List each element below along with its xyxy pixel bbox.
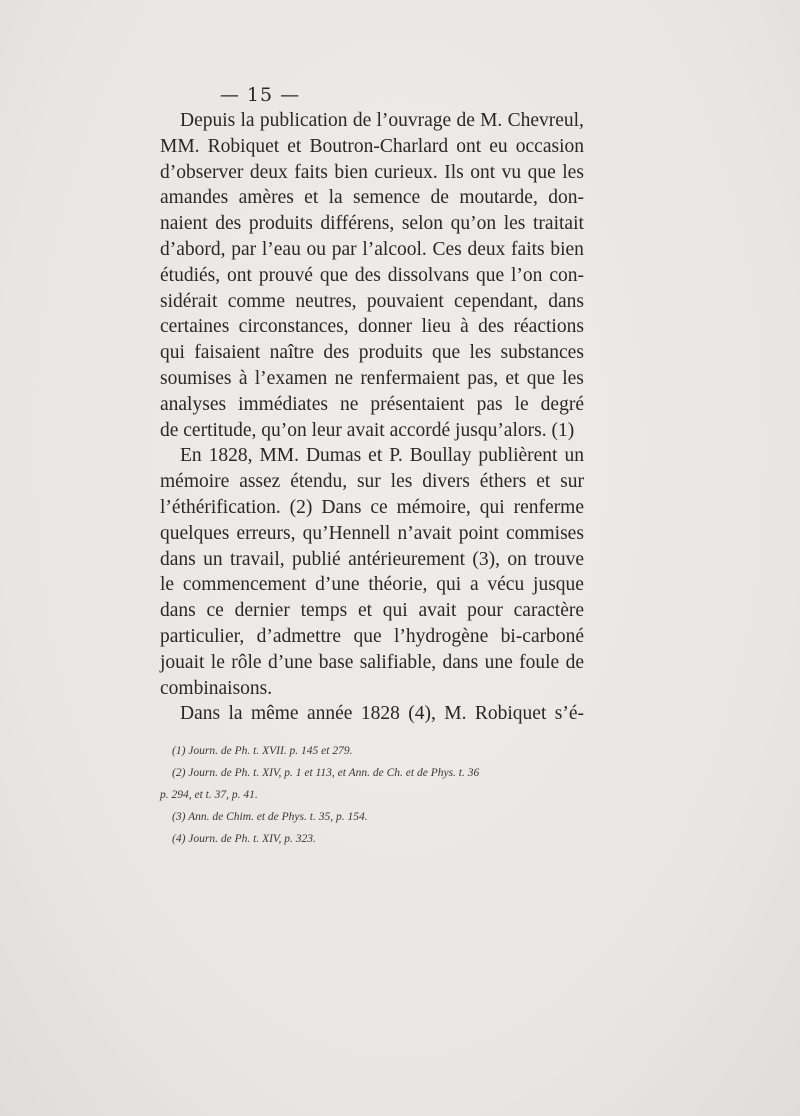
text-line: qui faisaient naître des produits que les substances (160, 342, 584, 364)
text-line: mémoire assez étendu, sur les divers éthers et sur (160, 471, 584, 493)
text-line: En 1828, MM. Dumas et P. Boullay publièrent un (180, 445, 584, 467)
text-line: quelques erreurs, qu’Hennell n’avait point commises (160, 522, 584, 544)
body-text (160, 108, 584, 727)
text-line: sidérait comme neutres, pouvaient cependant, dans (160, 290, 584, 312)
text-line: analyses immédiates ne présentaient pas le degré (160, 393, 584, 415)
text-line: particulier, d’admettre que l’hydrogène bi-carboné (160, 625, 584, 647)
footnotes (160, 740, 632, 850)
footnote: p. 294, et t. 37, p. 41. (160, 789, 258, 801)
footnote: (3) Ann. de Chim. et de Phys. t. 35, p. 154. (172, 811, 368, 823)
text-line: le commencement d’une théorie, qui a vécu jusque (160, 574, 584, 596)
text-line: étudiés, ont prouvé que des dissolvans que l’on con- (160, 264, 584, 286)
text-line: Depuis la publication de l’ouvrage de M. Chevreul, (180, 110, 584, 131)
footnote: (1) Journ. de Ph. t. XVII. p. 145 et 279. (172, 745, 353, 757)
text-line: soumises à l’examen ne renfermaient pas, et que les (160, 367, 584, 389)
text-line: MM. Robiquet et Boutron-Charlard ont eu occasion (160, 135, 584, 157)
text-line: combinaisons. (160, 677, 273, 699)
text-line: dans ce dernier temps et qui avait pour caractère (160, 600, 584, 622)
text-line: l’éthérification. (2) Dans ce mémoire, qui renferme (160, 496, 584, 518)
text-line: jouait le rôle d’une base salifiable, dans une foule de (160, 651, 584, 673)
text-line: de certitude, qu’on leur avait accordé jusqu’alors. (1) (160, 419, 575, 441)
footnote: (4) Journ. de Ph. t. XIV, p. 323. (172, 833, 316, 845)
text-line: d’abord, par l’eau ou par l’alcool. Ces deux faits bien (160, 238, 584, 260)
text-line: Dans la même année 1828 (4), M. Robiquet s’é- (180, 703, 584, 725)
text-line: dans un travail, publié antérieurement (3), on trouve (160, 548, 584, 570)
page-number: — 15 — (219, 84, 301, 106)
text-line: amandes amères et la semence de moutarde, don- (160, 187, 584, 209)
text-line: naient des produits différens, selon qu’on les traitait (160, 213, 584, 235)
text-line: d’observer deux faits bien curieux. Ils ont vu que les (160, 161, 584, 183)
footnote: (2) Journ. de Ph. t. XIV, p. 1 et 113, et Ann. de Ch. et de Phys. t. 36 (172, 767, 480, 779)
text-line: certaines circonstances, donner lieu à des réactions (160, 316, 584, 338)
